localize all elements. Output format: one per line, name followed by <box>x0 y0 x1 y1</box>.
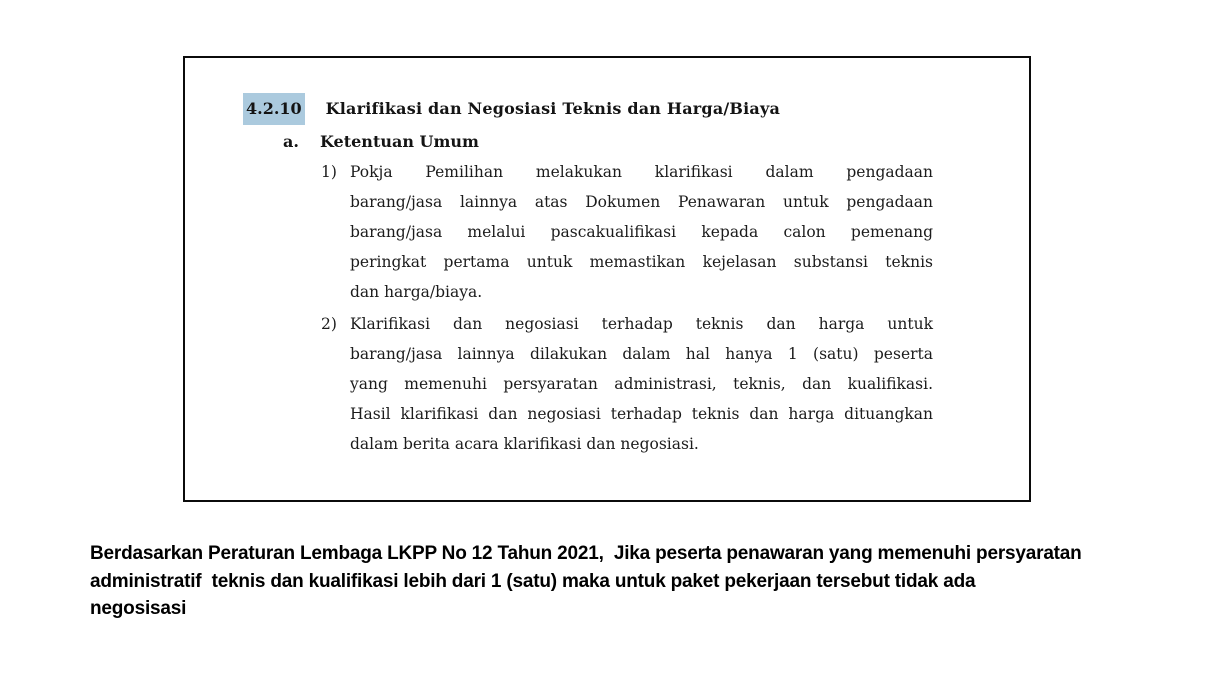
caption-line-1: Berdasarkan Peraturan Lembaga LKPP No 12 Tahun 2021, Jika peserta penawaran yang memenuhi persyaratan <box>90 543 1082 564</box>
list-marker-1: 1) <box>321 163 337 181</box>
body-line: barang/jasa lainnya atas Dokumen Penawaran untuk pengadaan <box>350 193 933 211</box>
subsection-heading <box>185 127 1029 157</box>
body-line: Pokja Pemilihan melakukan klarifikasi dalam pengadaan <box>350 163 933 181</box>
body-line: dan harga/biaya. <box>350 283 483 301</box>
list-marker-2: 2) <box>321 315 337 333</box>
section-number-highlighted: 4.2.10 <box>243 93 305 125</box>
caption-line-2: administratif teknis dan kualifikasi lebih dari 1 (satu) maka untuk paket pekerjaan tersebut tidak ada <box>90 570 976 592</box>
body-line: peringkat pertama untuk memastikan kejelasan substansi teknis <box>350 253 933 271</box>
body-line: yang memenuhi persyaratan administrasi, teknis, dan kualifikasi. <box>350 375 933 393</box>
body-line: dalam berita acara klarifikasi dan negosiasi. <box>350 435 699 453</box>
numbered-item-2-text <box>350 309 933 459</box>
numbered-item-1 <box>185 157 1029 307</box>
document-excerpt-box <box>183 56 1031 502</box>
body-line: barang/jasa lainnya dilakukan dalam hal hanya 1 (satu) peserta <box>350 345 933 363</box>
caption-text <box>90 540 1200 623</box>
subsection-letter: a. <box>283 132 299 151</box>
subsection-title: Ketentuan Umum <box>320 132 479 151</box>
numbered-item-2 <box>185 309 1029 459</box>
document-content <box>185 58 1029 459</box>
body-line: Hasil klarifikasi dan negosiasi terhadap teknis dan harga dituangkan <box>350 405 933 423</box>
body-line: Klarifikasi dan negosiasi terhadap teknis dan harga untuk <box>350 315 933 333</box>
numbered-item-1-text <box>350 157 933 307</box>
section-title: Klarifikasi dan Negosiasi Teknis dan Harga/Biaya <box>325 99 781 118</box>
caption-line-3: negosisasi <box>90 598 187 619</box>
body-line: barang/jasa melalui pascakualifikasi kepada calon pemenang <box>350 223 933 241</box>
section-heading <box>185 93 1029 125</box>
